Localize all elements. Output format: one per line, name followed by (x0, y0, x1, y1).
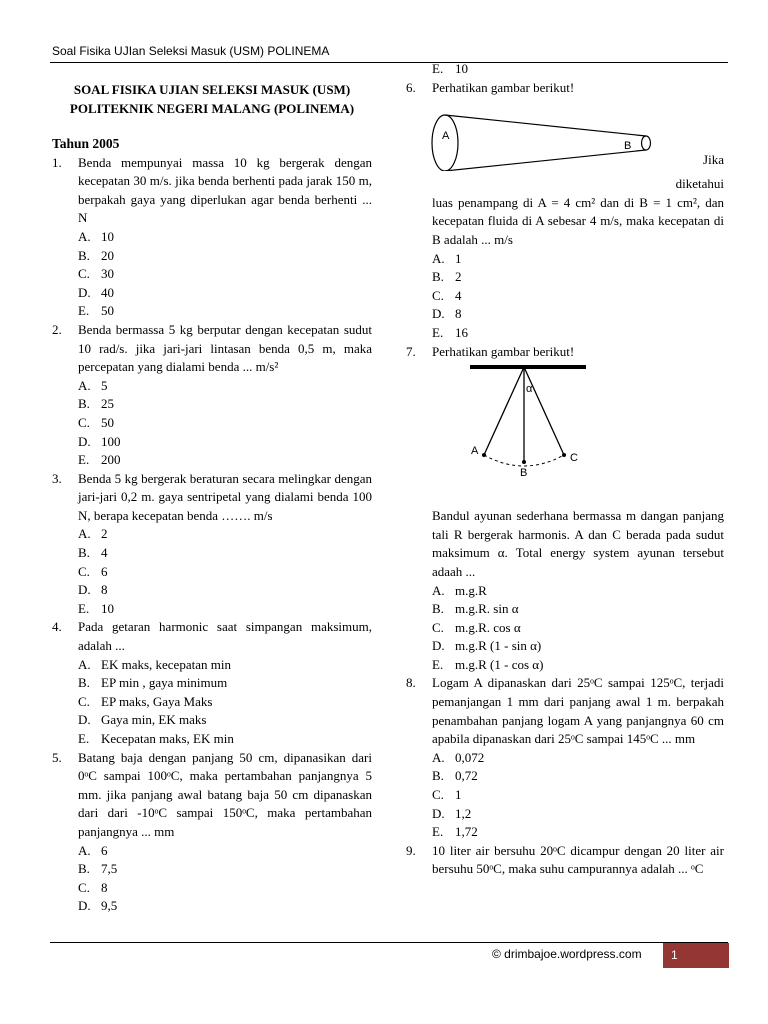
option: D. 8 (432, 306, 462, 322)
option: B. 25 (78, 396, 114, 412)
option: A. 6 (78, 842, 108, 858)
option: B. 0,72 (432, 768, 478, 784)
option: E. 10 (432, 61, 468, 76)
right-column (406, 60, 724, 879)
option: A. 1 (432, 250, 462, 266)
option: A. 2 (78, 526, 108, 542)
option: C. 8 (78, 879, 108, 895)
question-8 (406, 674, 724, 841)
option: D. 9,5 (78, 898, 118, 914)
question-number: 6. (406, 79, 416, 95)
question-number: 1. (52, 154, 62, 170)
option: A. m.g.R (432, 582, 487, 598)
option: C. 6 (78, 563, 108, 579)
question-text: Benda mempunyai massa 10 kg bergerak dengan kecepatan 30 m/s. jika benda berhenti pada jarak 150 m, berpakah gaya yang diperlukan agar benda berhenti ... N (78, 154, 372, 226)
question-3 (52, 470, 372, 619)
option: C. 50 (78, 414, 114, 430)
point-b (522, 460, 526, 464)
option: C. 30 (78, 266, 114, 282)
option: D. m.g.R (1 - sin α) (432, 638, 542, 654)
option: D. Gaya min, EK maks (78, 712, 207, 728)
pendulum-string-c (524, 367, 564, 455)
option: C. m.g.R. cos α (432, 619, 521, 635)
year-heading: Tahun 2005 (52, 136, 120, 151)
diketahui-text: diketahui (675, 176, 724, 192)
option: A. EK maks, kecepatan min (78, 656, 231, 672)
label-a: A (471, 445, 479, 458)
option: E. m.g.R (1 - cos α) (432, 656, 544, 672)
venturi-pipe-diagram (406, 113, 724, 171)
option: B. EP min , gaya minimum (78, 675, 228, 691)
question-7 (406, 343, 724, 675)
question-2 (52, 321, 372, 470)
pendulum-string-a (484, 367, 524, 455)
option: D. 8 (78, 582, 108, 598)
label-a: A (442, 130, 450, 143)
left-column (52, 60, 372, 916)
question-number: 7. (406, 343, 416, 359)
option: E. 1,72 (432, 824, 478, 840)
question-number: 5. (52, 749, 62, 765)
pipe-end-a (432, 115, 458, 171)
pendulum-diagram (406, 361, 724, 507)
label-b: B (520, 467, 528, 480)
option: C. 4 (432, 287, 462, 303)
footer-rule (50, 942, 728, 943)
question-number: 3. (52, 470, 62, 486)
pipe-top-edge (445, 115, 646, 136)
option: B. 20 (78, 247, 114, 263)
pipe-bottom-edge (445, 150, 646, 171)
option: C. 1 (432, 787, 462, 803)
question-text: Logam A dipanaskan dari 25ᵒC sampai 125ᵒC, terjadi pemanjangan 1 mm dari panjang awal 1 m. berpakah penambahan panjang logam A yang panjangnya 60 cm apabila dipanaskan dari 25ᵒC sampai 145ᵒC ... mm (432, 675, 724, 747)
pendulum-figure (406, 361, 724, 507)
footer-site: © drimbajoe.wordpress.com (492, 947, 642, 961)
question-number: 9. (406, 842, 416, 858)
question-text: Perhatikan gambar berikut! (432, 343, 575, 359)
option: B. m.g.R. sin α (432, 601, 519, 617)
point-a (482, 453, 486, 457)
pipe-end-b (642, 136, 651, 150)
question-1 (52, 154, 372, 321)
question-5 (52, 749, 372, 916)
option: A. 5 (78, 377, 108, 393)
option: A. 10 (78, 228, 114, 244)
question-text: Benda 5 kg bergerak beraturan secara melingkar dengan jari-jari 0,2 m. gaya sentripetal yang dialami benda 100 N, berapa kecepatan benda ……. m/s (78, 470, 372, 523)
option: D. 1,2 (432, 805, 472, 821)
label-c: C (570, 452, 578, 465)
option: E. Kecepatan maks, EK min (78, 731, 234, 746)
option: B. 4 (78, 545, 108, 561)
page-header: Soal Fisika UJIan Seleksi Masuk (USM) POLINEMA (52, 44, 330, 58)
label-b: B (624, 140, 632, 153)
jika-text: Jika (703, 152, 724, 168)
option: B. 2 (432, 269, 462, 285)
alpha-label: α (526, 383, 533, 396)
option: E. 10 (78, 600, 114, 616)
option: A. 0,072 (432, 749, 485, 765)
question-4 (52, 618, 372, 748)
pipe-figure (406, 117, 724, 175)
question-text: 10 liter air bersuhu 20ᵒC dicampur dengan 20 liter air bersuhu 50ᵒC, maka suhu campurannya adalah ... ᵒC (432, 842, 724, 877)
question-number: 8. (406, 675, 416, 691)
point-c (562, 453, 566, 457)
document-title: SOAL FISIKA UJIAN SELEKSI MASUK (USM) POLITEKNIK NEGERI MALANG (POLINEMA) (69, 82, 355, 116)
question-number: 4. (52, 619, 62, 635)
question-text: Benda bermassa 5 kg berputar dengan kecepatan sudut 10 rad/s. jika jari-jari lintasan benda 0,5 m, maka percepatan yang dialami benda ... m/s² (78, 321, 372, 375)
option: E. 200 (78, 452, 121, 468)
question-text-cont: Bandul ayunan sederhana bermassa m dangan panjang tali R bergerak harmonis. A dan C berada pada sudut maksimum α. Total energy system ayunan tersebut adaah ... (432, 508, 724, 579)
page-number-badge: 1 (663, 943, 729, 968)
question-text: Perhatikan gambar berikut! (432, 79, 575, 95)
question-text: Batang baja dengan panjang 50 cm, dipanasikan dari 0ᵒC sampai 100ᵒC, maka pertambahan panjangnya 5 mm. jika panjang awal batang baja 50 cm dipanaskan dari dari -10ᵒC sampai 150ᵒC, maka pertambahan panjangnya ... mm (78, 749, 372, 839)
question-9 (406, 842, 724, 879)
option: E. 16 (432, 324, 468, 340)
question-number: 2. (52, 321, 62, 337)
option: E. 50 (78, 303, 114, 319)
option: B. 7,5 (78, 861, 118, 877)
question-text-cont: luas penampang di A = 4 cm² dan di B = 1 cm², dan kecepatan fluida di A sebesar 4 m/s, maka kecepatan di B adalah ... m/s (432, 194, 724, 247)
option: D. 40 (78, 284, 114, 300)
option: C. EP maks, Gaya Maks (78, 693, 213, 709)
question-text: Pada getaran harmonic saat simpangan maksimum, adalah ... (78, 619, 372, 654)
option: D. 100 (78, 433, 121, 449)
question-6 (406, 79, 724, 343)
